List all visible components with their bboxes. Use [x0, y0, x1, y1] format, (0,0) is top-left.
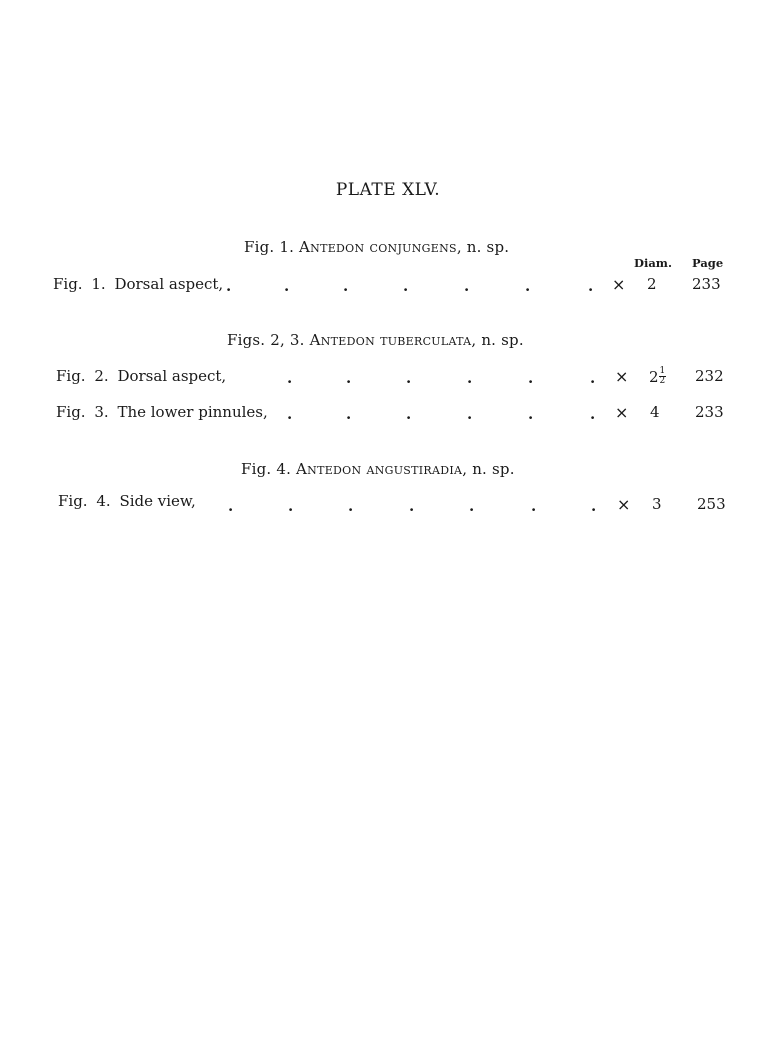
diameter-fraction: [659, 367, 667, 386]
diameter-value: 2: [647, 275, 657, 293]
figure-entry-2: [56, 367, 226, 385]
leader-dot: .: [288, 497, 294, 515]
page-number: 253: [697, 495, 726, 513]
leader-dot: .: [525, 277, 531, 295]
leader-dot: .: [406, 405, 412, 423]
leader-dot: .: [588, 277, 594, 295]
entry-fig-label: Fig.: [53, 275, 83, 293]
species-name: Antedon conjungens: [299, 238, 457, 256]
fraction-numerator: 1: [659, 366, 666, 376]
leader-dot: .: [409, 497, 415, 515]
page-number: 233: [695, 403, 724, 421]
entry-fig-label: Fig.: [56, 367, 86, 385]
leader-dot: .: [531, 497, 537, 515]
section-heading-suffix: , n. sp.: [471, 331, 524, 349]
leader-dot: .: [284, 277, 290, 295]
leader-dot: .: [348, 497, 354, 515]
entry-description: The lower pinnules,: [117, 403, 268, 421]
figure-entry-1: [53, 275, 223, 293]
section-heading-prefix: Fig. 4.: [241, 460, 292, 478]
leader-dot: .: [528, 369, 534, 387]
leader-dot: .: [228, 497, 234, 515]
figure-entry-3: [56, 403, 268, 421]
entry-description: Dorsal aspect,: [117, 367, 227, 385]
leader-dot: .: [590, 405, 596, 423]
magnification-symbol: ×: [612, 275, 626, 294]
section-heading-prefix: Figs. 2, 3.: [227, 331, 305, 349]
section-heading-1: [244, 238, 509, 256]
diameter-value: 3: [652, 495, 662, 513]
leader-dot: .: [346, 405, 352, 423]
leader-dot: .: [287, 405, 293, 423]
figure-entry-4: [58, 492, 196, 510]
page-number: 232: [695, 367, 724, 385]
leader-dot: .: [467, 369, 473, 387]
leader-dot: .: [528, 405, 534, 423]
leader-dot: .: [591, 497, 597, 515]
leader-dot: .: [346, 369, 352, 387]
section-heading-3: [241, 460, 515, 478]
plate-title: PLATE XLV.: [335, 180, 441, 200]
section-heading-suffix: , n. sp.: [462, 460, 515, 478]
magnification-symbol: ×: [615, 367, 629, 386]
entry-description: Dorsal aspect,: [114, 275, 224, 293]
leader-dot: .: [287, 369, 293, 387]
leader-dot: .: [590, 369, 596, 387]
magnification-symbol: ×: [617, 495, 631, 514]
diameter-value: 4: [650, 403, 660, 421]
entry-fig-number: 1.: [91, 275, 106, 293]
diameter-whole: 2: [649, 368, 659, 386]
leader-dot: .: [467, 405, 473, 423]
species-name: Antedon angustiradia: [296, 460, 463, 478]
leader-dot: .: [464, 277, 470, 295]
entry-fig-number: 2.: [94, 367, 109, 385]
section-heading-2: [227, 331, 524, 349]
leader-dot: .: [406, 369, 412, 387]
entry-fig-number: 3.: [94, 403, 109, 421]
leader-dot: .: [469, 497, 475, 515]
section-heading-prefix: Fig. 1.: [244, 238, 295, 256]
entry-description: Side view,: [119, 492, 196, 510]
entry-fig-label: Fig.: [56, 403, 86, 421]
entry-fig-label: Fig.: [58, 492, 88, 510]
section-heading-suffix: , n. sp.: [456, 238, 510, 256]
species-name: Antedon tuberculata: [309, 331, 472, 349]
column-header-page: Page: [692, 256, 724, 270]
diameter-value: [649, 367, 666, 386]
fraction-denominator: 2: [659, 376, 666, 386]
leader-dot: .: [403, 277, 409, 295]
page-number: 233: [692, 275, 721, 293]
entry-fig-number: 4.: [96, 492, 111, 510]
leader-dot: .: [226, 277, 232, 295]
magnification-symbol: ×: [615, 403, 629, 422]
column-header-diam: Diam.: [634, 256, 672, 270]
leader-dot: .: [343, 277, 349, 295]
